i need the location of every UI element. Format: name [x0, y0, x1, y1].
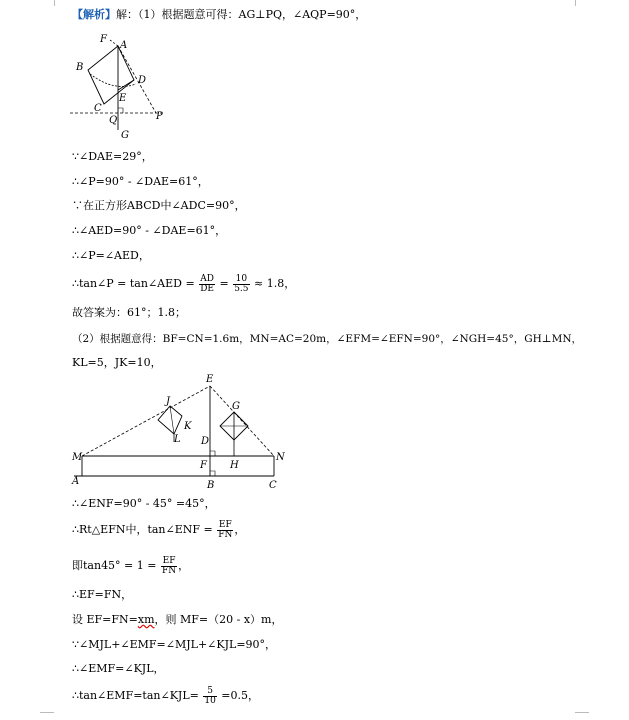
step-set-x: 设 EF=FN=xm，则 MF=（20 - x）m， — [72, 613, 283, 626]
line-en-dashed — [210, 386, 274, 456]
label-a: A — [120, 40, 128, 51]
label-e: E — [119, 93, 127, 104]
figure-2-building-diagram — [66, 372, 296, 490]
step-ef-fn: ∴EF=FN， — [72, 588, 133, 601]
step-square: ∵在正方形ABCD中∠ADC=90°， — [72, 199, 246, 212]
part2-given-continued: KL=5，JK=10， — [72, 356, 162, 369]
answer-line: 故答案为：61°；1.8； — [72, 306, 186, 319]
square-jk — [158, 406, 182, 434]
step-enf: ∴∠ENF=90° - 45° =45°， — [72, 497, 216, 510]
label-m: M — [72, 452, 83, 463]
corner-mark-top-left — [40, 0, 55, 6]
label-n: N — [276, 452, 285, 463]
fraction-ad-de: $\frac{AD}{DE}$ — [200, 273, 214, 294]
fraction-ef-fn-2: $\frac{EF}{FN}$ — [161, 555, 177, 576]
label-j: J — [166, 396, 171, 407]
right-angle-q — [118, 108, 123, 113]
step-angle-sum: ∵∠MJL+∠EMF=∠MJL+∠KJL=90°， — [72, 638, 277, 651]
figure-1-square-diagram — [66, 30, 176, 142]
label-c2: C — [269, 480, 277, 490]
label-b2: B — [207, 480, 215, 490]
label-e2: E — [206, 374, 214, 385]
arc-bd — [90, 74, 136, 86]
label-k: K — [184, 421, 192, 432]
label-q: Q — [109, 115, 118, 126]
solution-header — [72, 8, 366, 22]
part2-given: （2）根据题意得：BF=CN=1.6m，MN=AC=20m，∠EFM=∠EFN=90°，∠NGH=45°，GH⊥MN， — [72, 333, 583, 345]
corner-mark-top-right — [575, 0, 590, 6]
fraction-5-10: $\frac{5}{10}$ — [204, 685, 216, 706]
corner-mark-bottom-left — [40, 712, 54, 714]
right-angle-f — [210, 451, 215, 456]
label-f2: F — [200, 460, 207, 471]
line-ed — [118, 80, 134, 90]
analysis-tag: 【解析】 — [72, 8, 116, 21]
label-f: F — [100, 34, 107, 45]
label-b: B — [76, 62, 84, 73]
fraction-10-5-5: $\frac{10}{5.5}$ — [234, 273, 249, 294]
fraction-ef-fn: $\frac{EF}{FN}$ — [218, 519, 233, 540]
square-abcd — [88, 46, 134, 104]
label-h: H — [230, 460, 239, 471]
step-aed: ∴∠AED=90° - ∠DAE=61°， — [72, 224, 227, 237]
header-text: 解：（1）根据题意可得：AG⊥PQ，∠AQP=90°， — [116, 8, 367, 21]
step-tan45: 即tan45° = 1 = $\frac{EF}{FN}$ ， — [72, 555, 190, 576]
step-p: ∴∠P=90° - ∠DAE=61°， — [72, 175, 209, 188]
label-g2: G — [232, 401, 240, 412]
step-rt-efn: ∴Rt△EFN中，tan∠ENF = $\frac{EF}{FN}$ ， — [72, 519, 246, 540]
corner-mark-bottom-right — [575, 712, 589, 714]
label-g: G — [121, 130, 129, 141]
label-a2: A — [72, 476, 80, 487]
line-jk-diag — [170, 406, 174, 434]
label-p: P — [156, 111, 163, 122]
step-p-equals-aed: ∴∠P=∠AED， — [72, 249, 150, 262]
label-l: L — [174, 434, 181, 445]
step-tan-emf: ∴tan∠EMF=tan∠KJL= $\frac{5}{10}$ =0.5， — [72, 685, 260, 706]
step-angle-equal: ∴∠EMF=∠KJL， — [72, 662, 165, 675]
step-dae: ∵∠DAE=29°， — [72, 150, 153, 163]
line-fa-dashed — [110, 40, 118, 46]
label-c: C — [94, 103, 102, 114]
right-angle-b — [210, 471, 215, 476]
label-d: D — [138, 75, 147, 86]
step-tan: ∴tan∠P = tan∠AED = $\frac{AD}{DE}$ = $\frac{10}{5.5}$ ≈ 1.8， — [72, 273, 296, 294]
label-d2: D — [201, 436, 210, 447]
